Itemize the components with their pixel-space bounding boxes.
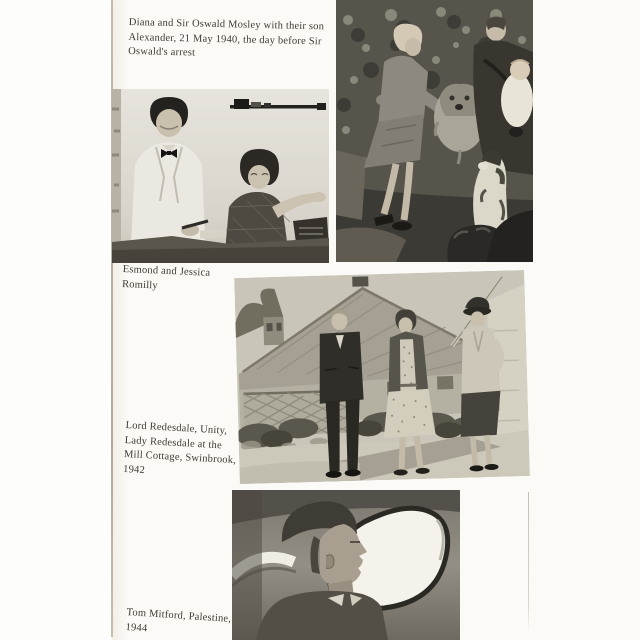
caption-redesdale	[123, 419, 238, 483]
caption-line: Esmond and Jessica	[122, 263, 211, 279]
photo-romilly-desk	[112, 89, 329, 263]
caption-line: Tom Mitford, Palestine,	[126, 606, 232, 625]
caption-line: Alexander, 21 May 1940, the day before Sir	[128, 31, 322, 47]
tom-mitford-illustration	[232, 490, 460, 640]
caption-mosley	[128, 16, 324, 64]
page-crease-line	[528, 492, 529, 632]
caption-line: Diana and Sir Oswald Mosley with their son	[128, 16, 325, 33]
caption-line: Romilly	[121, 278, 159, 292]
photo-mill-cottage	[234, 270, 530, 484]
caption-line: 1942	[122, 463, 146, 476]
caption-mitford	[125, 606, 231, 640]
caption-line: Mill Cottage, Swinbrook,	[123, 448, 237, 467]
caption-line: 1944	[125, 621, 148, 634]
photo-tom-mitford-car	[232, 490, 460, 640]
mill-cottage-illustration	[234, 270, 530, 484]
caption-line: Lord Redesdale, Unity,	[125, 419, 228, 437]
romilly-desk-illustration	[112, 89, 329, 263]
caption-line: Oswald's arrest	[128, 45, 196, 59]
photo-mosley-family	[336, 0, 533, 262]
caption-line: Lady Redesdale at the	[124, 434, 223, 451]
caption-romilly	[122, 263, 211, 296]
mosley-family-illustration	[336, 0, 533, 262]
